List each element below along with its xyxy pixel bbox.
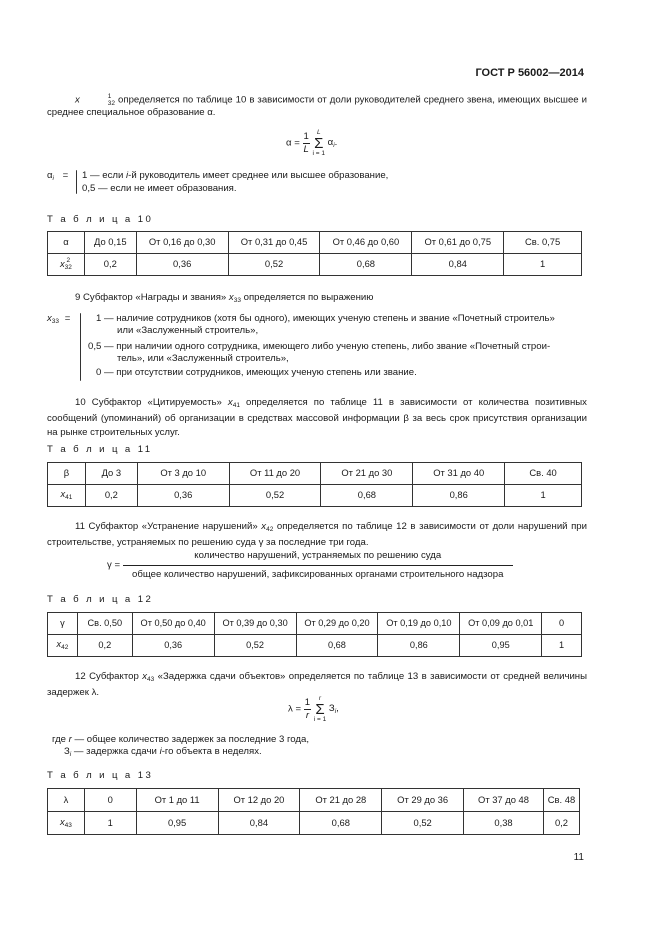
- brace: [80, 313, 81, 381]
- cell: 0,84: [218, 812, 300, 835]
- var: x: [228, 292, 234, 303]
- text: — задержка сдачи: [71, 746, 160, 757]
- cell: 0,68: [320, 254, 412, 276]
- text: «Задержка сдачи объектов» определяется по таблице 13 в зависимости от средней величины задержек λ.: [47, 671, 588, 699]
- sub: 42: [266, 526, 274, 533]
- table-10: [47, 231, 582, 276]
- var-x: x: [75, 94, 80, 106]
- row-label: [48, 635, 78, 657]
- sum-top: r: [318, 695, 322, 702]
- table-13: [47, 788, 580, 835]
- sub: 41: [65, 494, 73, 502]
- denominator: общее количество нарушений, зафиксированных органами строительного надзора: [132, 569, 504, 581]
- cell: 0,84: [412, 254, 504, 276]
- cell: 0: [542, 613, 582, 635]
- var: i: [159, 746, 162, 757]
- cell: От 31 до 40: [413, 463, 505, 485]
- text: -го объекта в неделях.: [161, 746, 262, 757]
- cell: 0,95: [136, 812, 218, 835]
- sum-bottom: i = 1: [312, 149, 325, 157]
- formula-lhs: λ =: [288, 703, 302, 715]
- label-var: x: [59, 257, 65, 269]
- sum-bottom: i = 1: [313, 715, 327, 723]
- table-13-caption: Т а б л и ц а 13: [47, 770, 154, 781]
- section-10: [47, 396, 587, 439]
- term: α: [327, 136, 334, 148]
- equals: =: [62, 170, 69, 181]
- label-var: x: [60, 488, 66, 500]
- table-11: [47, 462, 582, 507]
- cell: 0,68: [296, 635, 378, 657]
- fraction: [303, 131, 310, 157]
- cell: β: [48, 463, 86, 485]
- sub: 33: [51, 318, 60, 325]
- cell: 0,95: [460, 635, 542, 657]
- x33-case-2: 0,5 — при наличии одного сотрудника, имеющего либо ученую степень, либо звание «Почетный строи-: [88, 341, 551, 352]
- sum-top: L: [316, 129, 321, 136]
- cell: Св. 48: [543, 789, 579, 812]
- row-label: [48, 812, 85, 835]
- sub: i: [69, 751, 72, 758]
- text: 10 Субфактор «Цитируемость»: [75, 397, 228, 408]
- case-text: -й руководитель имеет среднее или высшее образование,: [128, 170, 389, 181]
- cell: От 37 до 48: [464, 789, 544, 812]
- cell: От 3 до 10: [137, 463, 229, 485]
- section-11: [47, 520, 587, 550]
- cell: Св. 0,75: [504, 232, 582, 254]
- cell: 0,52: [228, 254, 320, 276]
- cell: 0,68: [321, 485, 413, 507]
- var: З: [64, 746, 70, 757]
- var: x: [227, 397, 233, 408]
- page-number: 11: [573, 852, 584, 863]
- cell: 0,68: [300, 812, 382, 835]
- cell: До 3: [85, 463, 137, 485]
- formula-end: ,: [336, 702, 339, 714]
- brace: [76, 170, 77, 194]
- x33-case-3: 0 — при отсутствии сотрудников, имеющих ученую степень или звание.: [96, 367, 417, 378]
- cell: 0,2: [543, 812, 579, 835]
- label-var: x: [56, 638, 62, 649]
- paragraph-x32: [47, 94, 587, 119]
- formula-lhs: α =: [286, 137, 300, 149]
- cell: Св. 40: [505, 463, 582, 485]
- section-9-intro: [47, 292, 587, 305]
- document-id: ГОСТ Р 56002—2014: [475, 67, 584, 79]
- text: определяется по выражению: [240, 292, 374, 303]
- paragraph-text: определяется по таблице 10 в зависимости от доли руководителей среднего звена, имеющих высшее и среднее специальное образование α.: [47, 94, 587, 118]
- numerator: 1: [304, 697, 311, 710]
- cell: 0,2: [85, 485, 137, 507]
- text: где: [52, 734, 69, 745]
- formula-alpha: [286, 130, 337, 157]
- cell: 0,38: [464, 812, 544, 835]
- formula-lambda: [288, 696, 339, 723]
- table-11-caption: Т а б л и ц а 11: [47, 444, 153, 455]
- sum-sign: L Σ i = 1: [312, 129, 325, 157]
- cell: Св. 0,50: [77, 613, 132, 635]
- x33-lhs: [47, 313, 70, 326]
- numerator: количество нарушений, устраняемых по решению суда: [123, 550, 513, 566]
- var-sub: i: [52, 175, 54, 182]
- fraction: [123, 550, 513, 582]
- row-label: [48, 485, 86, 507]
- cell: От 0,46 до 0,60: [320, 232, 412, 254]
- cell: 0,2: [77, 635, 132, 657]
- x33-case-1-cont: или «Заслуженный строитель»,: [117, 325, 259, 336]
- table-10-caption: Т а б л и ц а 10: [47, 214, 154, 225]
- cell: 0,52: [214, 635, 296, 657]
- cell: α: [48, 232, 85, 254]
- cell: 0,86: [413, 485, 505, 507]
- cell: От 12 до 20: [218, 789, 300, 812]
- case-text: 1 — если: [82, 170, 127, 181]
- sub: 42: [61, 643, 69, 651]
- cell: От 29 до 36: [382, 789, 464, 812]
- denominator: L: [303, 144, 309, 155]
- case-var: i: [126, 170, 129, 181]
- cell: От 0,16 до 0,30: [136, 232, 228, 254]
- cell: 0,86: [378, 635, 460, 657]
- sub: 43: [64, 821, 72, 829]
- cell: 0,52: [229, 485, 321, 507]
- text: определяется по таблице 12 в зависимости от доли нарушений при строительстве, устраняемых по решению суда γ за последние три года.: [47, 521, 587, 549]
- text: 11 Субфактор «Устранение нарушений»: [75, 521, 262, 532]
- x33-case-2-cont: тель», или «Заслуженный строитель»,: [117, 353, 289, 364]
- sub: 32: [64, 263, 72, 271]
- cell: От 0,09 до 0,01: [460, 613, 542, 635]
- cell: 0,36: [136, 254, 228, 276]
- var: x: [261, 521, 267, 532]
- sum-term: [329, 703, 339, 714]
- label-var: x: [59, 815, 65, 827]
- alpha-definition: [47, 170, 68, 183]
- cell: От 21 до 28: [300, 789, 382, 812]
- sum-term: [328, 137, 338, 148]
- alpha-case-2: 0,5 — если не имеет образования.: [82, 183, 237, 194]
- sup-sub-stack: [65, 258, 72, 271]
- cell: 1: [84, 812, 136, 835]
- cell: От 21 до 30: [321, 463, 413, 485]
- table-12-caption: Т а б л и ц а 12: [47, 594, 154, 605]
- cell: λ: [48, 789, 85, 812]
- sum-sign: r Σ i = 1: [313, 695, 327, 723]
- x33-case-1: 1 — наличие сотрудников (хотя бы одного), имеющих ученую степень и звание «Почетный строитель»: [96, 313, 555, 324]
- numerator: 1: [303, 131, 310, 144]
- sub: 33: [233, 297, 241, 304]
- cell: От 0,19 до 0,10: [378, 613, 460, 635]
- var: r: [68, 734, 72, 745]
- cell: γ: [48, 613, 78, 635]
- table-12: [47, 612, 582, 657]
- sup: 2: [66, 257, 71, 265]
- text: 9 Субфактор «Награды и звания»: [75, 292, 229, 303]
- cell: 0,36: [132, 635, 214, 657]
- formula-lhs: γ =: [107, 559, 121, 571]
- sub: 41: [232, 402, 240, 409]
- cell: От 0,29 до 0,20: [296, 613, 378, 635]
- cell: От 0,39 до 0,30: [214, 613, 296, 635]
- sup-sub-stack: [80, 94, 115, 107]
- cell: 0,2: [84, 254, 136, 276]
- cell: От 0,50 до 0,40: [132, 613, 214, 635]
- cell: 1: [505, 485, 582, 507]
- alpha-case-1: [82, 170, 388, 182]
- term-sub: i: [333, 141, 335, 149]
- where-line-2: [64, 746, 262, 759]
- cell: От 1 до 11: [136, 789, 218, 812]
- cell: От 0,31 до 0,45: [228, 232, 320, 254]
- text: 12 Субфактор: [75, 671, 143, 682]
- var: x: [47, 313, 52, 324]
- var-alpha: α: [47, 170, 53, 181]
- formula-end: .: [334, 136, 338, 148]
- sup: 1: [107, 93, 112, 100]
- text: — общее количество задержек за последние 3 года,: [71, 734, 309, 745]
- sub: 43: [146, 676, 155, 683]
- row-label: [48, 254, 85, 276]
- cell: 0,36: [137, 485, 229, 507]
- cell: 0,52: [382, 812, 464, 835]
- cell: 0: [84, 789, 136, 812]
- sub: 32: [107, 99, 116, 107]
- cell: От 0,61 до 0,75: [412, 232, 504, 254]
- cell: 1: [542, 635, 582, 657]
- fraction: [304, 697, 311, 723]
- term: З: [328, 702, 335, 714]
- denominator: r: [305, 710, 310, 721]
- text: определяется по таблице 11 в зависимости от количества позитивных сообщений (упоминаний) об организации в средствах массовой информации β за весь срок присутствия организации на рынке строительных услуг.: [47, 397, 587, 438]
- term-sub: i: [334, 707, 337, 715]
- equals: =: [64, 313, 71, 324]
- cell: От 11 до 20: [229, 463, 321, 485]
- cell: До 0,15: [84, 232, 136, 254]
- cell: 1: [504, 254, 582, 276]
- var: x: [142, 671, 147, 682]
- formula-gamma: [107, 550, 513, 582]
- where-line-1: [52, 734, 309, 746]
